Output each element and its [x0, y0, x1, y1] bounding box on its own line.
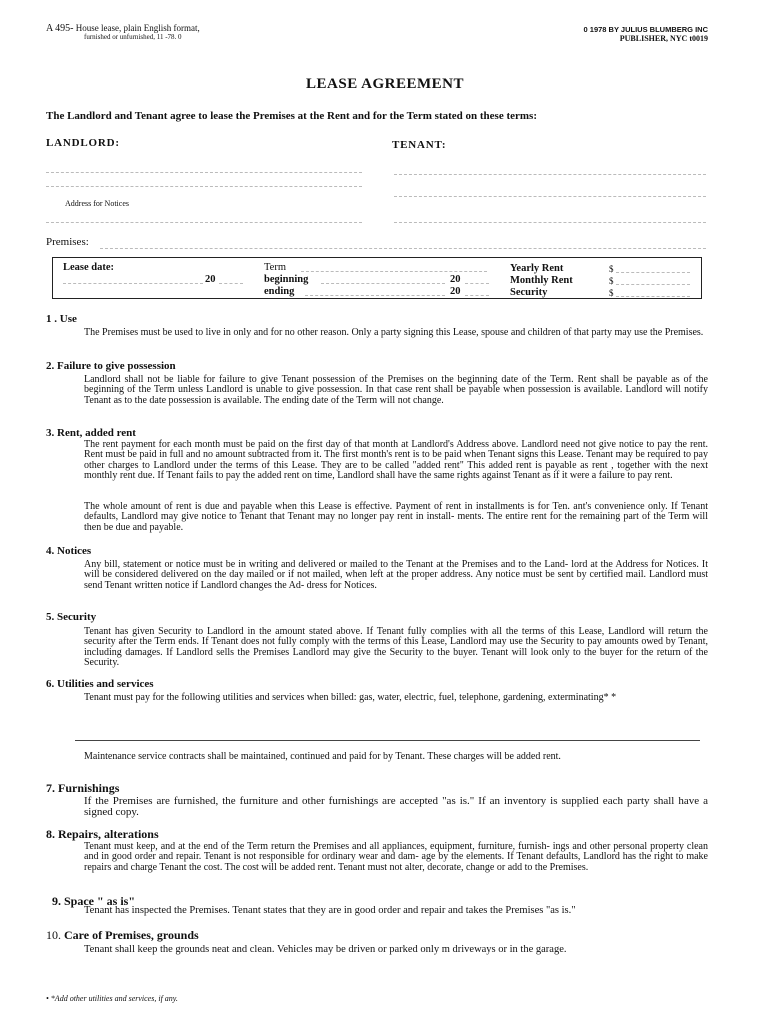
landlord-label: LANDLORD:	[46, 137, 120, 149]
section-2-body: Landlord shall not be liable for failure to give Tenant possession of the Premises on the beginning date of the Term. Rent shall be payable as of the beginning of the Term unless Landlord is unable to give possession. In that case rent shall be payable when possession is available. Landlord will notify Tenant as to the date possession is available. The ending date of the Term will not change.	[84, 374, 708, 406]
section-4-text	[46, 560, 708, 591]
section-8-body: Tenant must keep, and at the end of the Term return the Premises and all appliances, equipment, furniture, furnish- ings and other personal property clean and in good order and repair. Tenant is not responsible for ordinary wear and dam- age by the elements. If Tenant defaults, Landlord has the right to make repairs and charge Tenant the cost. The cost will be added rent. Tenant must not alter, decorate, change or add to the Premises.	[84, 841, 708, 873]
term-label: Term	[264, 262, 287, 273]
form-desc-1: House lease, plain English format,	[75, 23, 200, 33]
landlord-name-field-2[interactable]	[46, 186, 362, 187]
section-10-body: Tenant shall keep the grounds neat and clean. Vehicles may be driven or parked only m driveways or in the garage.	[84, 944, 567, 955]
monthly-rent-label: Monthly Rent	[510, 275, 573, 286]
utilities-blank-line[interactable]	[75, 740, 700, 741]
lease-date-year-field[interactable]	[219, 283, 243, 284]
lease-date-label: Lease date:	[63, 262, 115, 273]
section-10-text	[46, 945, 708, 955]
beginning-year: 20	[450, 274, 461, 285]
premises-label: Premises:	[46, 236, 89, 248]
security-dollar: $	[609, 288, 614, 298]
section-10-title: Care of Premises, grounds	[64, 928, 199, 942]
yearly-rent-dollar: $	[609, 264, 614, 274]
lease-date-field[interactable]	[63, 283, 203, 284]
section-4-body: Any bill, statement or notice must be in writing and delivered or mailed to the Tenant at the Premises and to the Land- lord at the Address for Notices. It will be considered delivered on the day mailed or if not mailed, when left at the proper address. Any notice must be sent by certified mail. Landlord must send Tenant written notice if Landlord changes the Ad- dress for Notices.	[84, 559, 708, 591]
yearly-rent-label: Yearly Rent	[510, 263, 564, 274]
landlord-name-field[interactable]	[46, 172, 362, 173]
section-9-heading: 9. Space " as is"	[52, 894, 135, 908]
section-6-text	[46, 693, 708, 703]
ending-label: ending	[264, 286, 295, 297]
beginning-year-field[interactable]	[465, 283, 489, 284]
document-title: LEASE AGREEMENT	[306, 76, 464, 92]
footnote: • *Add other utilities and services, if any.	[46, 994, 178, 1003]
yearly-rent-field[interactable]	[616, 272, 690, 273]
security-field[interactable]	[616, 296, 690, 297]
premises-field[interactable]	[100, 248, 706, 249]
section-5-heading: 5. Security	[46, 611, 97, 623]
ending-year: 20	[450, 286, 461, 297]
section-1-body: The Premises must be used to live in only and for no other reason. Only a party signing this Lease, spouse and children of that party may use the Premises.	[84, 327, 704, 338]
tenant-label: TENANT:	[392, 139, 447, 151]
term-field[interactable]	[301, 271, 487, 272]
section-3-text	[46, 440, 708, 481]
section-1-heading: 1 . Use	[46, 313, 77, 325]
section-8-heading: 8. Repairs, alterations	[46, 827, 159, 841]
publisher-line: PUBLISHER, NYC t0019	[619, 34, 708, 43]
section-1-text	[46, 328, 708, 338]
beginning-label: beginning	[264, 274, 309, 285]
tenant-address-field[interactable]	[394, 222, 706, 223]
section-5-body: Tenant has given Security to Landlord in the amount stated above. If Tenant fully complies with all the terms of this Lease, Landlord will return the security after the Term ends. If Tenant does not fully comply with the terms of this Lease, Landlord may use the Security to pay amounts owed by Tenant, including damages. If Landlord sells the Premises Landlord may give the Security to the buyer. Tenant will look only to the buyer for the return of the Security.	[84, 626, 708, 668]
section-2-heading: 2. Failure to give possession	[46, 360, 176, 372]
section-6-text-2	[46, 752, 708, 762]
section-7-text	[46, 796, 708, 818]
lease-terms-box	[52, 257, 702, 299]
section-5-text	[46, 627, 708, 668]
tenant-name-field-2[interactable]	[394, 196, 706, 197]
ending-year-field[interactable]	[465, 295, 489, 296]
section-3-body: The rent payment for each month must be paid on the first day of that month at Landlord's Address above. Landlord need not give notice to pay the rent. Rent must be paid in full and no amount subtracted from it. The first month's rent is to be paid when Tenant signs this Lease. Tenant may be required to pay other charges to Landlord under the terms of this Lease. They are to be called "added rent" This added rent is payable as rent , together with the next monthly rent due. If Tenant fails to pay the added rent on time, Landlord shall have the same rights against Tenant as if it were a failure to pay rent.	[84, 439, 708, 481]
form-desc-2: furnished or unfurnished, 11 -78. 0	[84, 33, 182, 41]
section-10-heading	[46, 928, 199, 943]
section-2-text	[46, 375, 708, 406]
section-4-heading: 4. Notices	[46, 545, 92, 557]
section-7-heading: 7. Furnishings	[46, 781, 120, 795]
section-6-heading: 6. Utilities and services	[46, 678, 154, 690]
section-3-body-2: The whole amount of rent is due and payable when this Lease is effective. Payment of rent in installments is for Ten. ant's convenience only. If Tenant defaults, Landlord may give notice to Tenant that Tenant may no longer pay rent in install- ments. The entire rent for the remaining part of the Term will then be due and payable.	[84, 501, 708, 533]
landlord-address-field[interactable]	[46, 222, 362, 223]
lease-date-year: 20	[205, 274, 216, 285]
monthly-rent-field[interactable]	[616, 284, 690, 285]
security-label: Security	[510, 287, 548, 298]
section-6-body-2: Maintenance service contracts shall be maintained, continued and paid for by Tenant. These charges will be added rent.	[84, 751, 561, 762]
copyright-line: 0 1978 BY JULIUS BLUMBERG INC	[583, 25, 708, 34]
section-3-text-2	[46, 502, 708, 533]
section-10-number: 10.	[46, 928, 61, 942]
form-header-right	[584, 25, 708, 43]
section-6-body: Tenant must pay for the following utilities and services when billed: gas, water, electric, fuel, telephone, gardening, exterminating* *	[84, 692, 617, 703]
intro-text: The Landlord and Tenant agree to lease the Premises at the Rent and for the Term stated on these terms:	[46, 110, 538, 122]
section-8-text	[46, 842, 708, 873]
ending-field[interactable]	[305, 295, 445, 296]
tenant-name-field-1[interactable]	[394, 174, 706, 175]
section-9-text	[46, 906, 708, 916]
monthly-rent-dollar: $	[609, 276, 614, 286]
address-notices-label: Address for Notices	[65, 199, 129, 208]
section-9-body: Tenant has inspected the Premises. Tenant states that they are in good order and repair and takes the Premises "as is."	[84, 905, 576, 916]
section-3-heading: 3. Rent, added rent	[46, 427, 136, 439]
form-header-left	[46, 24, 200, 42]
section-7-body: If the Premises are furnished, the furniture and other furnishings are accepted "as is." If an inventory is supplied each party shall have a signed copy.	[84, 795, 708, 818]
beginning-field[interactable]	[321, 283, 445, 284]
form-code: A 495-	[46, 23, 74, 34]
